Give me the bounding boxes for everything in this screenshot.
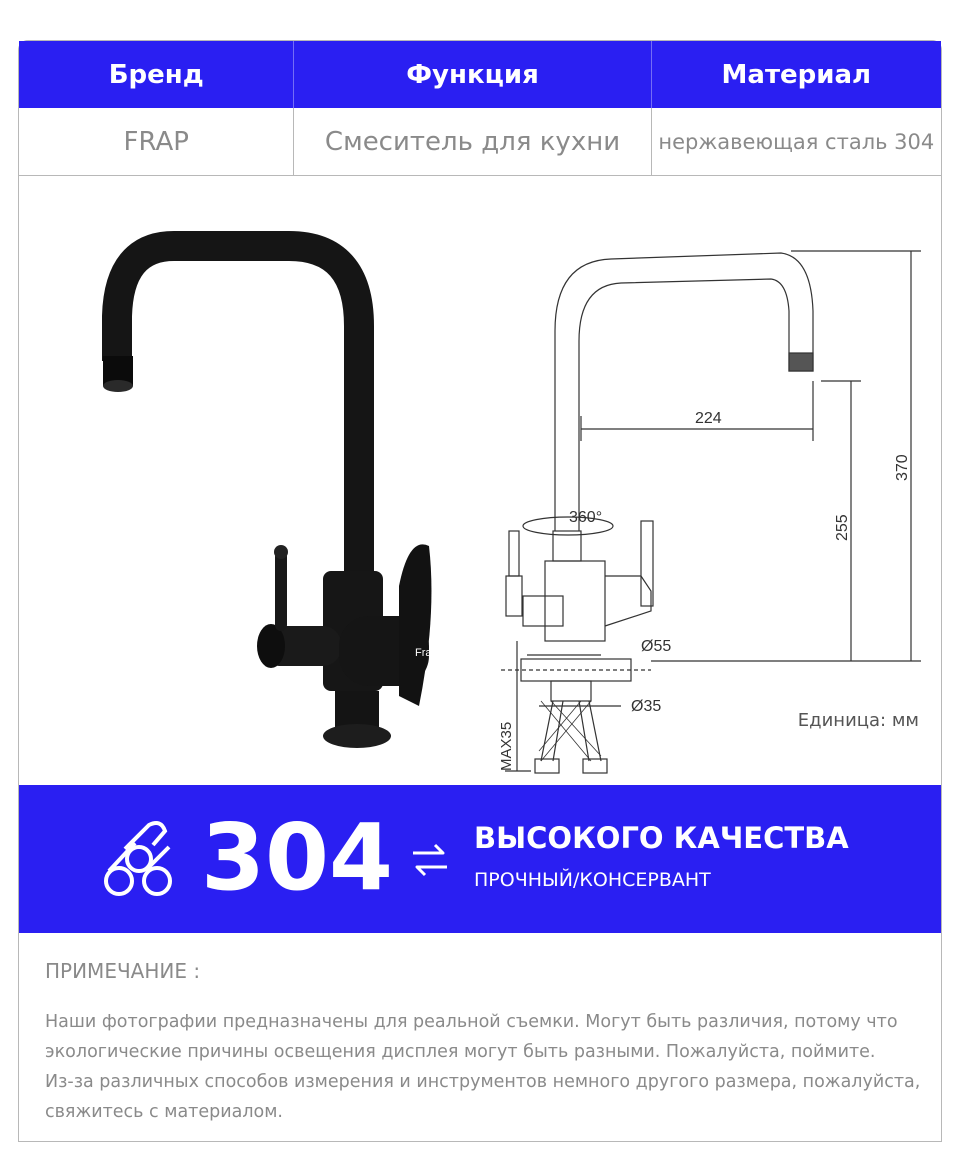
spec-table-header <box>19 41 941 108</box>
product-card <box>18 40 942 1142</box>
technical-drawing <box>481 231 921 771</box>
faucet-photo <box>59 176 438 784</box>
value-material: нержавеющая сталь 304 <box>658 129 935 154</box>
grade-number: 304 <box>201 804 394 911</box>
value-brand: FRAP <box>19 108 294 175</box>
banner-subtitle: ПРОЧНЫЙ/КОНСЕРВАНТ <box>474 869 711 891</box>
value-function: Смеситель для кухни <box>294 108 651 175</box>
note-body <box>45 1007 925 1127</box>
note-title: ПРИМЕЧАНИЕ : <box>45 959 201 983</box>
dim-base-diameter: Ø55 <box>641 638 672 655</box>
dim-rotation: 360° <box>569 509 603 526</box>
banner-title: ВЫСОКОГО КАЧЕСТВА <box>474 821 849 855</box>
header-function: Функция <box>294 41 651 108</box>
note-line: экологические причины освещения дисплея могут быть разными. Пожалуйста, поймите. <box>45 1042 876 1062</box>
product-section <box>19 176 941 784</box>
dim-reach: 224 <box>695 410 722 427</box>
note-line: свяжитесь с материалом. <box>45 1102 283 1122</box>
header-brand: Бренд <box>19 41 294 108</box>
header-material: Материал <box>721 59 872 90</box>
unit-note: Единица: мм <box>797 710 919 731</box>
note-line: Наши фотографии предназначены для реальной съемки. Могут быть различия, потому что <box>45 1012 898 1032</box>
dim-hole-diameter: Ø35 <box>631 698 662 715</box>
dim-total-height: 370 <box>894 454 911 481</box>
material-banner <box>19 785 941 933</box>
dim-spout-height: 255 <box>834 514 851 541</box>
note-line: Из-за различных способов измерения и инструментов немного другого размера, пожалуйста, <box>45 1072 921 1092</box>
spec-table-row <box>19 108 941 176</box>
faucet-logo: Frap <box>415 647 438 659</box>
exchange-arrows-icon <box>407 837 453 883</box>
steel-pipes-icon <box>95 815 185 905</box>
dim-max-thickness: MAX35 <box>498 721 515 771</box>
